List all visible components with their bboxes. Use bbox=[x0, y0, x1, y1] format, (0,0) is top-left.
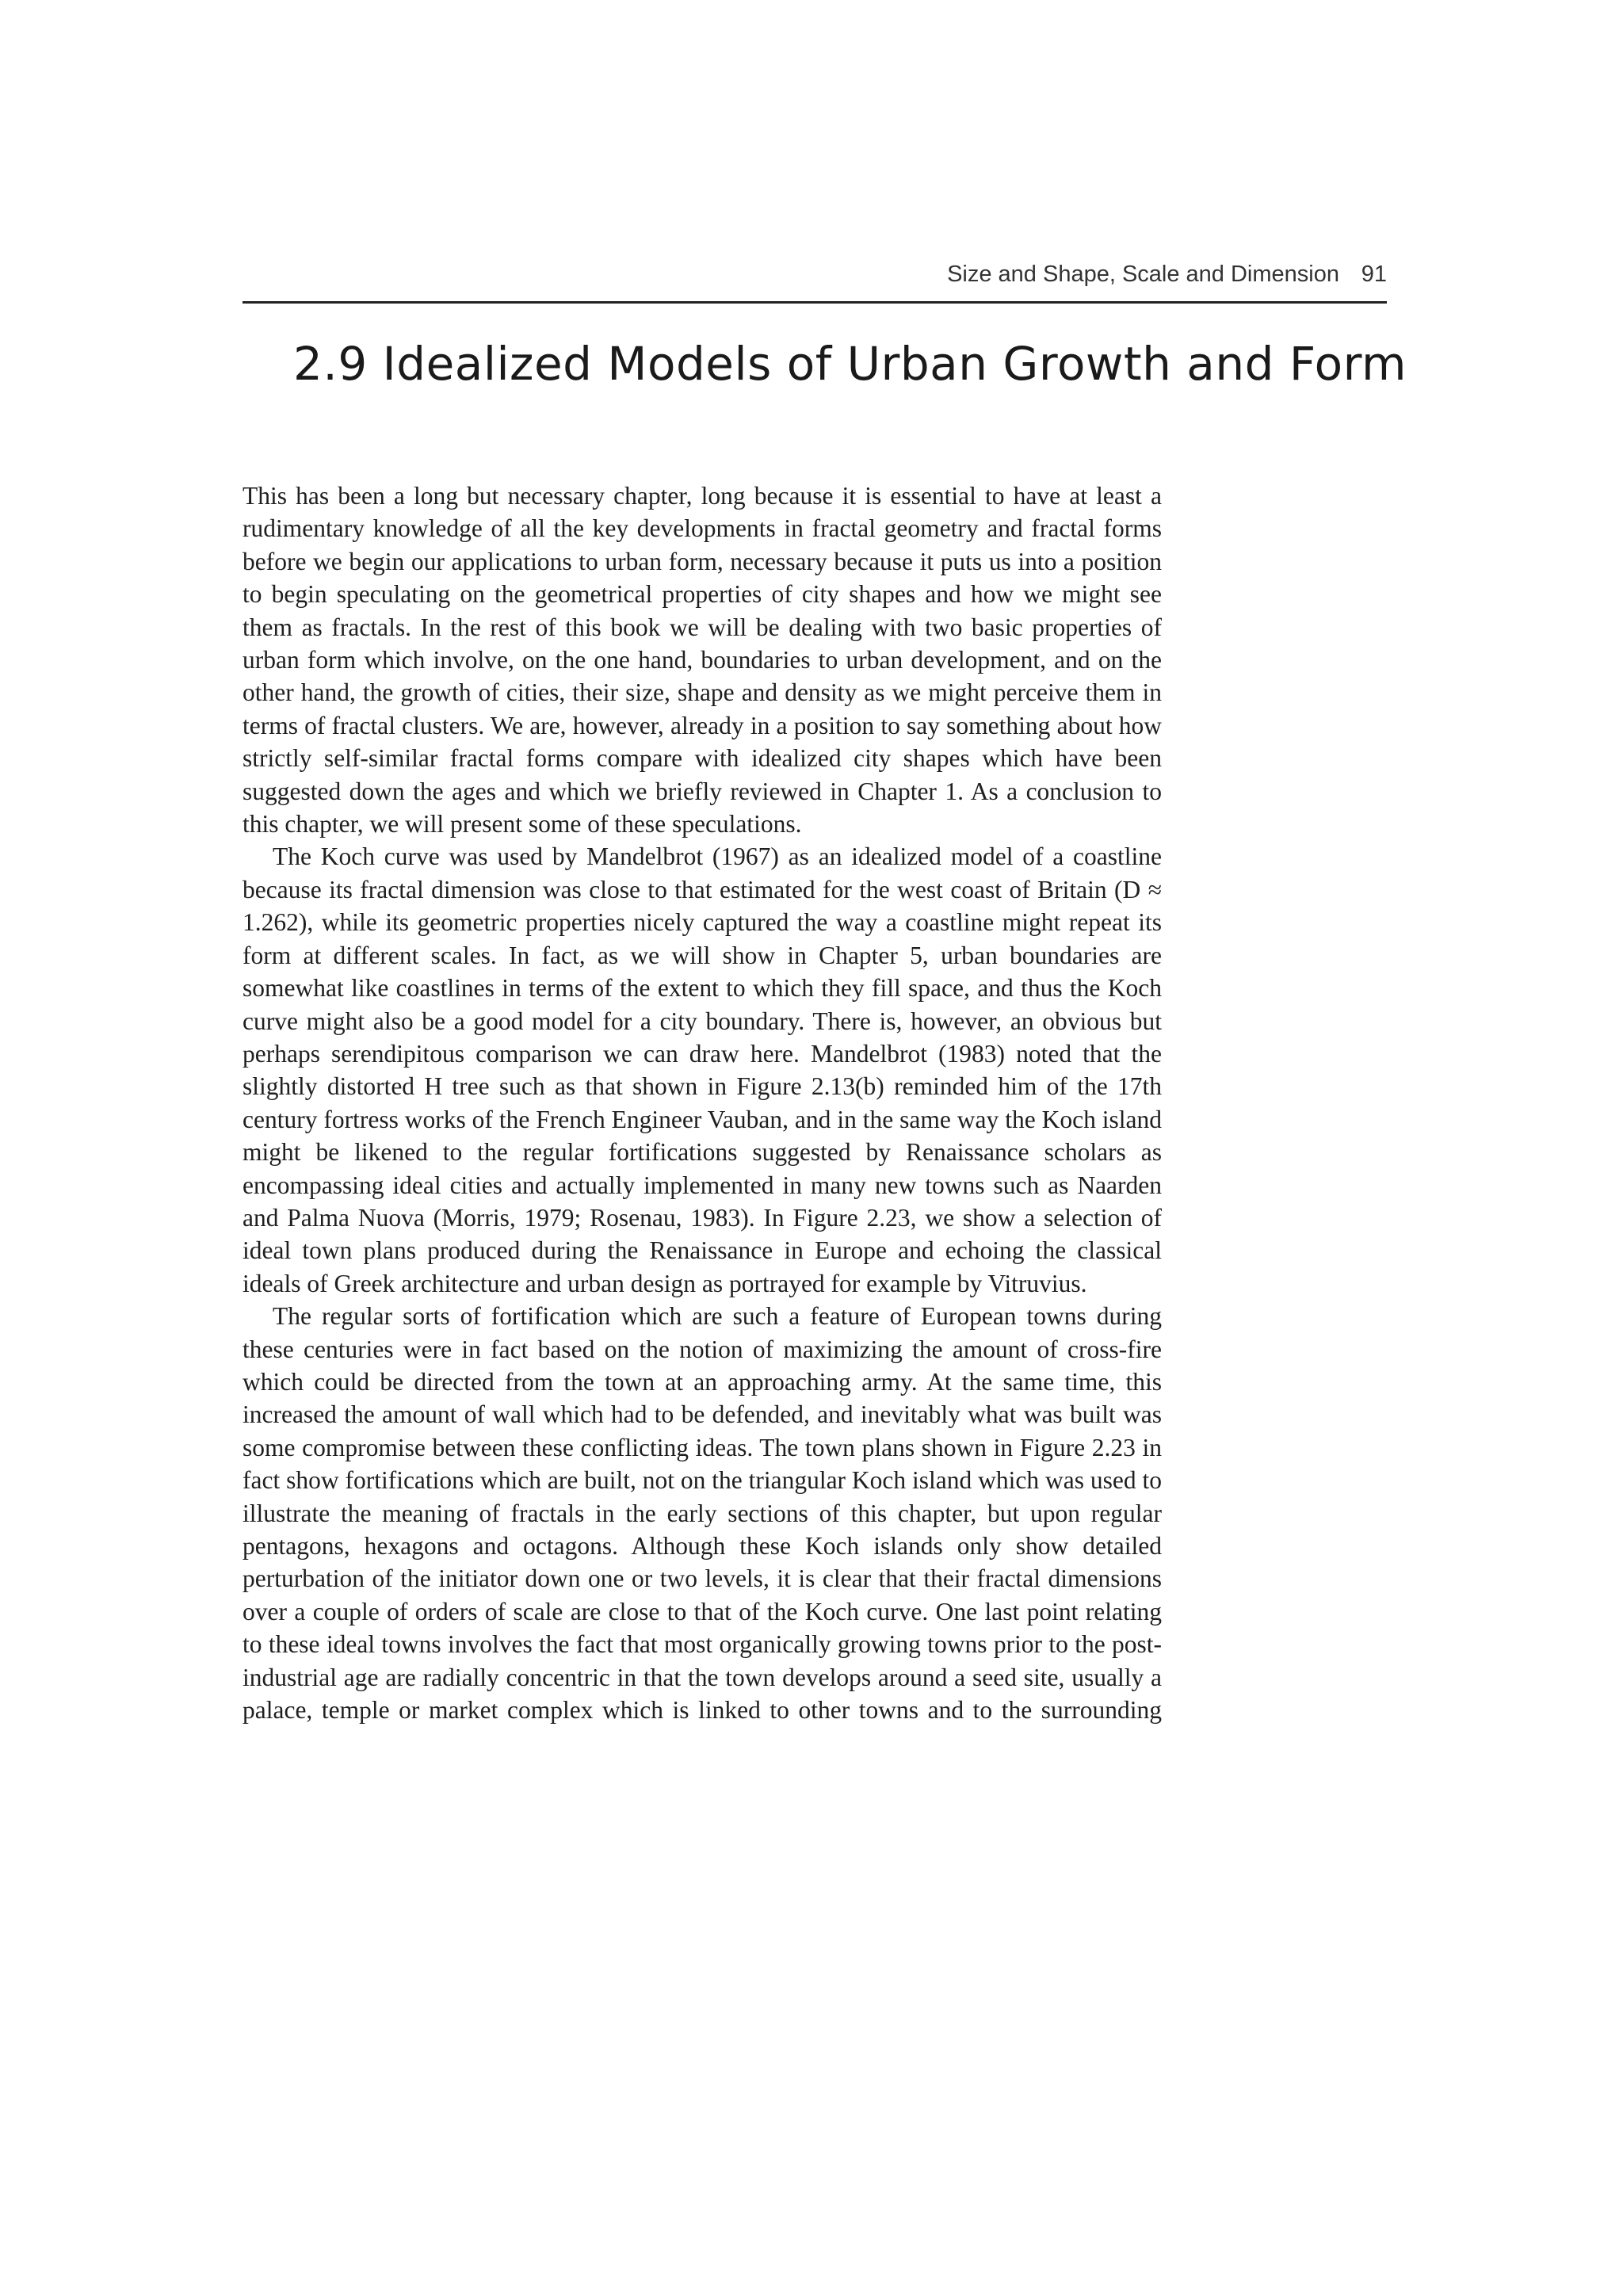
paragraph-3: The regular sorts of fortification which are such a feature of European towns during these centuries were in fact based on the notion of maximizing the amount of cross-fire which could be directed from the town at an approaching army. At the same time, this increased the amount of wall which had to be defended, and inevitably what was built was some compromise between these conflicting ideas. The town plans shown in Figure 2.23 in fact show fortifications which are built, not on the triangular Koch island which was used to illustrate the meaning of fractals in the early sections of this chapter, but upon regular pentagons, hexagons and octagons. Although these Koch islands only show detailed perturbation of the initiator down one or two levels, it is clear that their fractal dimensions over a couple of orders of scale are close to that of the Koch curve. One last point relating to these ideal towns involves the fact that most organically growing towns prior to the post-industrial age are radially concentric in that the town develops around a seed site, usually a palace, temple or market complex which is linked to other towns and to the surrounding bbox=[242, 1302, 1162, 1725]
page-number: 91 bbox=[1361, 262, 1387, 287]
section-heading: 2.9 Idealized Models of Urban Growth and Form bbox=[293, 337, 1407, 391]
paragraph-2: The Koch curve was used by Mandelbrot (1967) as an idealized model of a coastline because its fractal dimension was close to that estimated for the west coast of Britain (D ≈ 1.262), while its geometric properties nicely captured the way a coastline might repeat its form at different scales. In fact, as we will show in Chapter 5, urban boundaries are somewhat like coastlines in terms of the extent to which they fill space, and thus the Koch curve might also be a good model for a city boundary. There is, however, an obvious but perhaps serendipitous comparison we can draw here. Mandelbrot (1983) noted that the slightly distorted H tree such as that shown in Figure 2.13(b) reminded him of the 17th century fortress works of the French Engineer Vauban, and in the same way the Koch island might be likened to the regular fortifications suggested by Renaissance scholars as encompassing ideal cities and actually implemented in many new towns such as Naarden and Palma Nuova (Morris, 1979; Rosenau, 1983). In Figure 2.23, we show a selection of ideal town plans produced during the Renaissance in Europe and echoing the classical ideals of Greek architecture and urban design as portrayed for example by Vitruvius. bbox=[242, 842, 1162, 1297]
paragraph-1: This has been a long but necessary chapter, long because it is essential to have at least a rudimentary knowledge of all the key developments in fractal geometry and fractal forms before we begin our applications to urban form, necessary because it puts us into a position to begin speculating on the geometrical properties of city shapes and how we might see them as fractals. In the rest of this book we will be dealing with two basic properties of urban form which involve, on the one hand, boundaries to urban development, and on the other hand, the growth of cities, their size, shape and density as we might perceive them in terms of fractal clusters. We are, however, already in a position to say something about how strictly self-similar fractal forms compare with idealized city shapes which have been suggested down the ages and which we briefly reviewed in Chapter 1. As a conclusion to this chapter, we will present some of these speculations. bbox=[242, 482, 1162, 839]
running-head bbox=[242, 262, 1387, 296]
running-head-title: Size and Shape, Scale and Dimension bbox=[947, 262, 1339, 287]
header-rule bbox=[242, 301, 1387, 304]
body-text bbox=[242, 479, 1162, 1726]
